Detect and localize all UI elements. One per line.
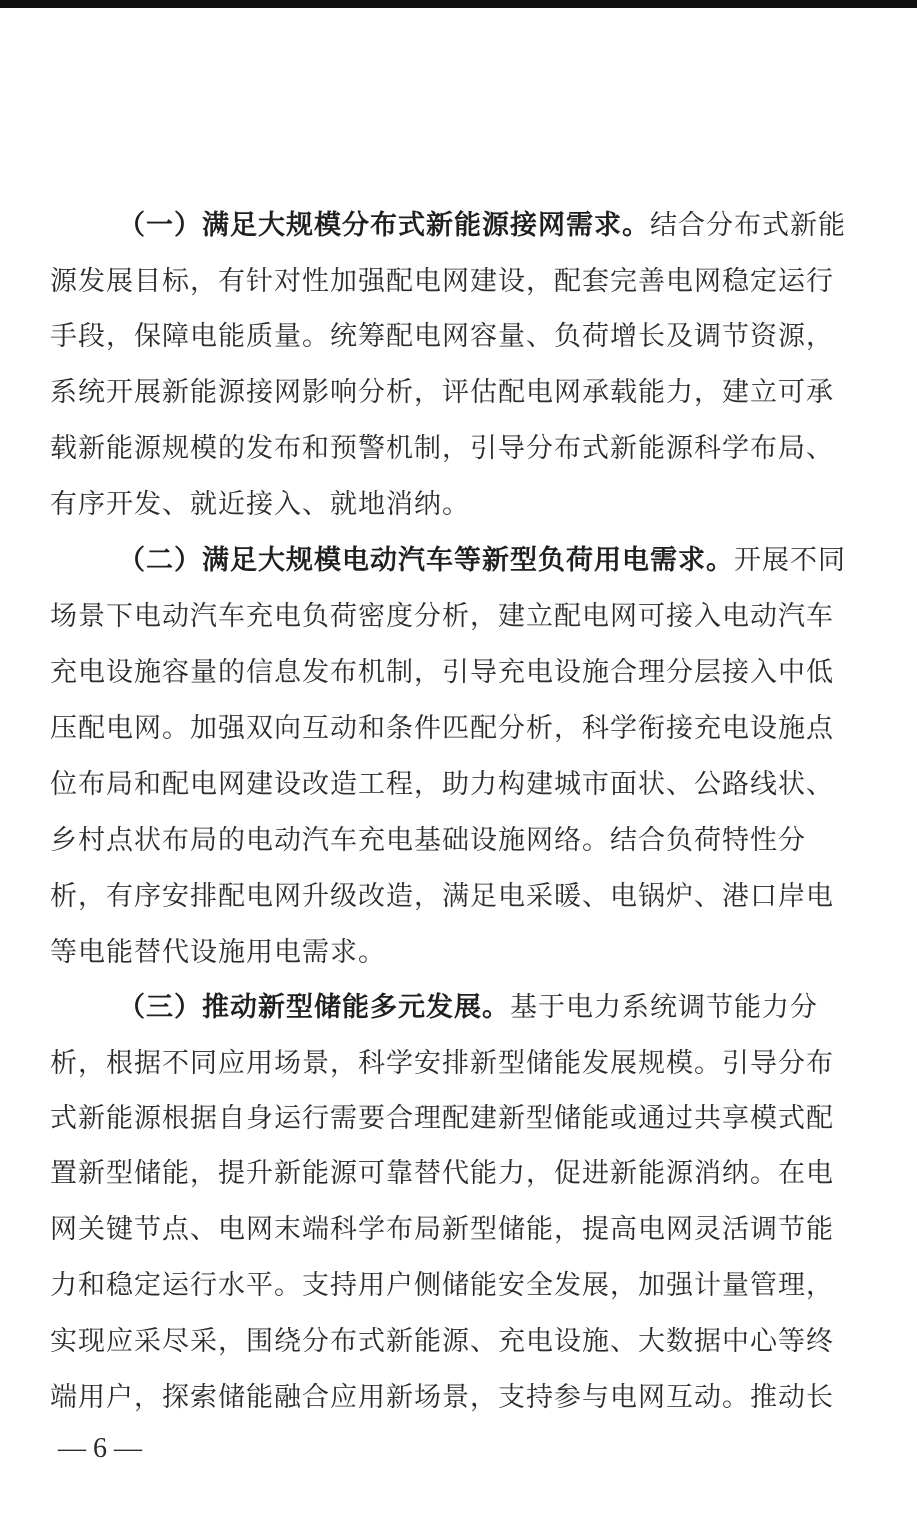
section-2-line-1-text: 开展不同 xyxy=(734,545,846,576)
section-3-line-6: 力和稳定运行水平。支持用户侧储能安全发展，加强计量管理， xyxy=(50,1270,834,1301)
section-2-line-2: 场景下电动汽车充电负荷密度分析，建立配电网可接入电动汽车 xyxy=(50,601,834,632)
section-1-line-4: 系统开展新能源接网影响分析，评估配电网承载能力，建立可承 xyxy=(50,377,834,408)
section-3-first-line xyxy=(118,992,818,1024)
section-2-heading: （二）满足大规模电动汽车等新型负荷用电需求。 xyxy=(118,545,734,576)
top-edge-bar xyxy=(0,0,917,8)
section-2-line-3: 充电设施容量的信息发布机制，引导充电设施合理分层接入中低 xyxy=(50,657,834,688)
section-2-line-8: 等电能替代设施用电需求。 xyxy=(50,937,386,968)
section-1-line-3: 手段，保障电能质量。统筹配电网容量、负荷增长及调节资源， xyxy=(50,321,834,352)
section-3-line-8: 端用户，探索储能融合应用新场景，支持参与电网互动。推动长 xyxy=(50,1382,834,1413)
section-2-first-line xyxy=(118,545,846,577)
section-2-line-7: 析，有序安排配电网升级改造，满足电采暖、电锅炉、港口岸电 xyxy=(50,881,834,912)
section-3-line-3: 式新能源根据自身运行需要合理配建新型储能或通过共享模式配 xyxy=(50,1103,834,1134)
section-3-line-4: 置新型储能，提升新能源可靠替代能力，促进新能源消纳。在电 xyxy=(50,1158,834,1189)
section-3-line-2: 析，根据不同应用场景，科学安排新型储能发展规模。引导分布 xyxy=(50,1048,834,1079)
section-2-line-4: 压配电网。加强双向互动和条件匹配分析，科学衔接充电设施点 xyxy=(50,713,834,744)
page-number: — 6 — xyxy=(58,1433,142,1464)
section-1-line-1-text: 结合分布式新能 xyxy=(650,210,846,241)
section-3-line-5: 网关键节点、电网末端科学布局新型储能，提高电网灵活调节能 xyxy=(50,1214,834,1245)
section-3-line-1-text: 基于电力系统调节能力分 xyxy=(510,992,818,1023)
section-3-line-7: 实现应采尽采，围绕分布式新能源、充电设施、大数据中心等终 xyxy=(50,1326,834,1357)
section-2-line-6: 乡村点状布局的电动汽车充电基础设施网络。结合负荷特性分 xyxy=(50,825,806,856)
section-1-first-line xyxy=(118,210,846,242)
section-2-line-5: 位布局和配电网建设改造工程，助力构建城市面状、公路线状、 xyxy=(50,769,834,800)
section-3-heading: （三）推动新型储能多元发展。 xyxy=(118,992,510,1023)
section-1-line-6: 有序开发、就近接入、就地消纳。 xyxy=(50,489,470,520)
section-1-heading: （一）满足大规模分布式新能源接网需求。 xyxy=(118,210,650,241)
section-1-line-2: 源发展目标，有针对性加强配电网建设，配套完善电网稳定运行 xyxy=(50,266,834,297)
section-1-line-5: 载新能源规模的发布和预警机制，引导分布式新能源科学布局、 xyxy=(50,433,834,464)
